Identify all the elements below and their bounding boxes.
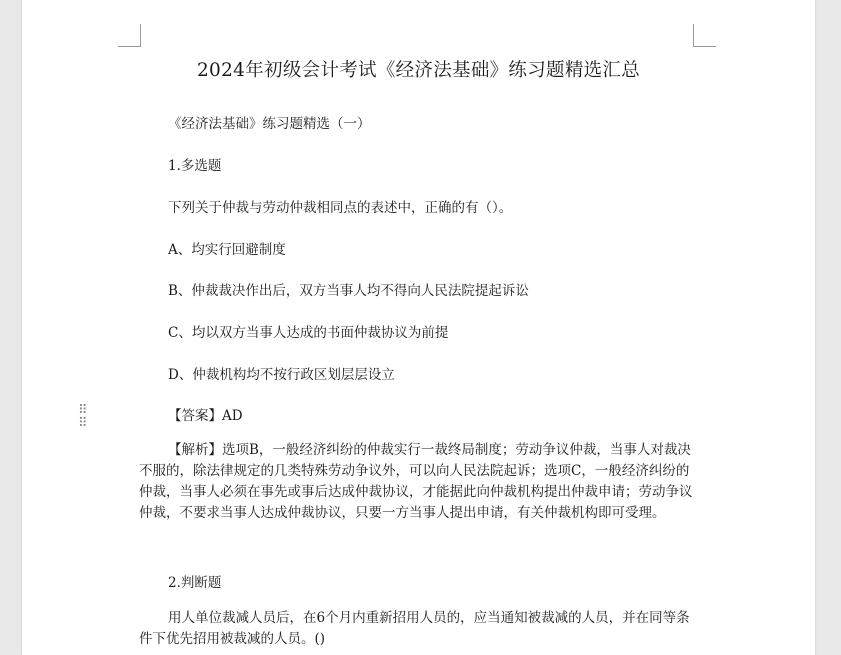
option-c[interactable]: C、均以双方当事人达成的书面仲裁协议为前提	[168, 325, 449, 341]
question-stem-2[interactable]: 用人单位裁减人员后，在6个月内重新招用人员的，应当通知被裁减的人员，并在同等条件下优先招用被裁减的人员。()	[139, 610, 690, 647]
document-page	[22, 0, 815, 655]
document-title[interactable]: 2024年初级会计考试《经济法基础》练习题精选汇总	[196, 60, 641, 81]
question-stem-1[interactable]: 下列关于仲裁与劳动仲裁相同点的表述中，正确的有（）。	[168, 200, 513, 216]
question-type-1[interactable]: 1.多选题	[168, 158, 222, 174]
option-a[interactable]: A、均实行回避制度	[168, 242, 286, 258]
option-d[interactable]: D、仲裁机构均不按行政区划层层设立	[168, 367, 395, 383]
question-type-2[interactable]: 2.判断题	[168, 575, 222, 591]
section-heading[interactable]: 《经济法基础》练习题精选（一）	[168, 116, 371, 132]
margin-corner-top-right	[693, 24, 716, 47]
answer-line[interactable]: 【答案】AD	[168, 408, 243, 424]
grip-dots-icon[interactable]: ⠿ ⠿	[78, 403, 88, 431]
margin-corner-top-left	[118, 24, 141, 47]
analysis-paragraph[interactable]: 【解析】选项B，一般经济纠纷的仲裁实行一裁终局制度；劳动争议仲裁，当事人对裁决不服的，除法律规定的几类特殊劳动争议外，可以向人民法院起诉；选项C，一般经济纠纷的仲裁，当事人必须在事先或事后达成仲裁协议，才能据此向仲裁机构提出仲裁申请；劳动争议仲裁，不要求当事人达成仲裁协议，只要一方当事人提出申请，有关仲裁机构即可受理。	[139, 442, 693, 521]
option-b[interactable]: B、仲裁裁决作出后，双方当事人均不得向人民法院提起诉讼	[168, 283, 529, 299]
